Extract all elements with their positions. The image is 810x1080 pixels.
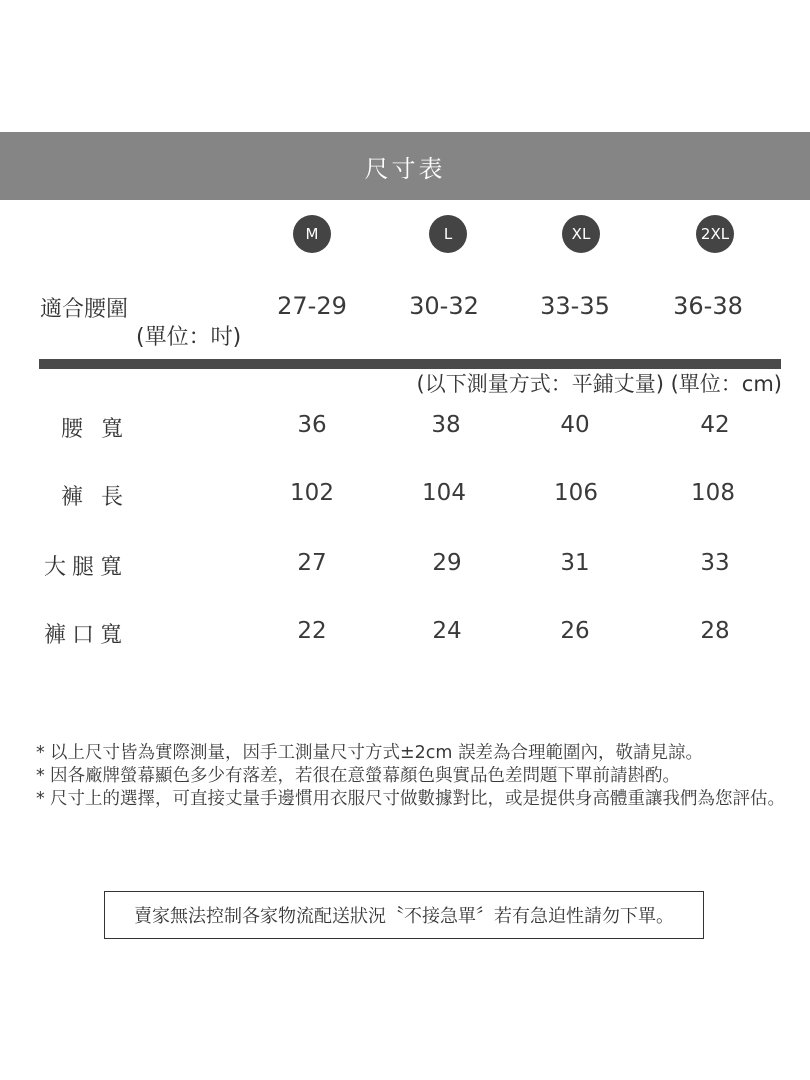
- table-cell: 29: [432, 550, 462, 576]
- table-cell: 40: [560, 412, 590, 438]
- note-item: [36, 788, 796, 811]
- waist-fit-value-xl: 33-35: [540, 292, 610, 320]
- row-label-char: 褲: [60, 485, 83, 510]
- table-cell: 38: [431, 412, 461, 438]
- waist-fit-label: 適合腰圍: [40, 297, 129, 322]
- table-cell: 26: [560, 618, 590, 644]
- note-text: 因各廠牌螢幕顯色多少有落差，若很在意螢幕顏色與實品色差問題下單前請斟酌。: [50, 766, 680, 786]
- note-bullet: *: [36, 766, 45, 786]
- note-text: 以上尺寸皆為實際測量，因手工測量尺寸方式±2cm 誤差為合理範圍內，敬請見諒。: [50, 743, 704, 763]
- seller-notice-text: 賣家無法控制各家物流配送狀況〝不接急單〞若有急迫性請勿下單。: [134, 906, 674, 927]
- size-badge-xl: XL: [562, 215, 600, 253]
- row-label-pants-length: [52, 480, 132, 511]
- notes-section: [36, 742, 796, 811]
- table-cell: 24: [432, 618, 462, 644]
- note-text: 尺寸上的選擇，可直接丈量手邊慣用衣服尺寸做數據對比，或是提供身高體重讓我們為您評估。: [50, 789, 785, 809]
- measurement-method-note: (以下測量方式：平鋪丈量) (單位：cm): [416, 372, 782, 396]
- table-cell: 108: [691, 480, 735, 506]
- row-label-char: 長: [100, 485, 123, 510]
- table-cell: 27: [297, 550, 327, 576]
- table-cell: 33: [700, 550, 730, 576]
- waist-fit-value-2xl: 36-38: [673, 292, 743, 320]
- header-bar: [0, 132, 810, 200]
- note-bullet: *: [36, 743, 45, 763]
- row-label-thigh-width: 大腿寬: [44, 555, 129, 580]
- row-label-char: 寬: [100, 417, 123, 442]
- table-cell: 102: [290, 480, 334, 506]
- table-cell: 42: [700, 412, 730, 438]
- waist-fit-value-l: 30-32: [409, 292, 479, 320]
- row-label-hem-width: 褲口寬: [44, 623, 129, 648]
- waist-fit-value-m: 27-29: [277, 292, 347, 320]
- table-cell: 104: [422, 480, 466, 506]
- table-cell: 28: [700, 618, 730, 644]
- note-item: [36, 765, 796, 788]
- note-item: [36, 742, 796, 765]
- size-badge-2xl: 2XL: [696, 215, 734, 253]
- row-label-char: 腰: [60, 417, 83, 442]
- size-badge-l: L: [429, 215, 467, 253]
- seller-notice-box: [104, 891, 704, 939]
- table-cell: 106: [554, 480, 598, 506]
- page-title: 尺寸表: [364, 154, 446, 183]
- waist-fit-unit: (單位：吋): [136, 325, 242, 350]
- table-cell: 22: [297, 618, 327, 644]
- note-bullet: *: [36, 789, 45, 809]
- table-cell: 36: [297, 412, 327, 438]
- row-label-waist-width: [52, 412, 132, 443]
- size-badge-m: M: [293, 215, 331, 253]
- table-cell: 31: [560, 550, 590, 576]
